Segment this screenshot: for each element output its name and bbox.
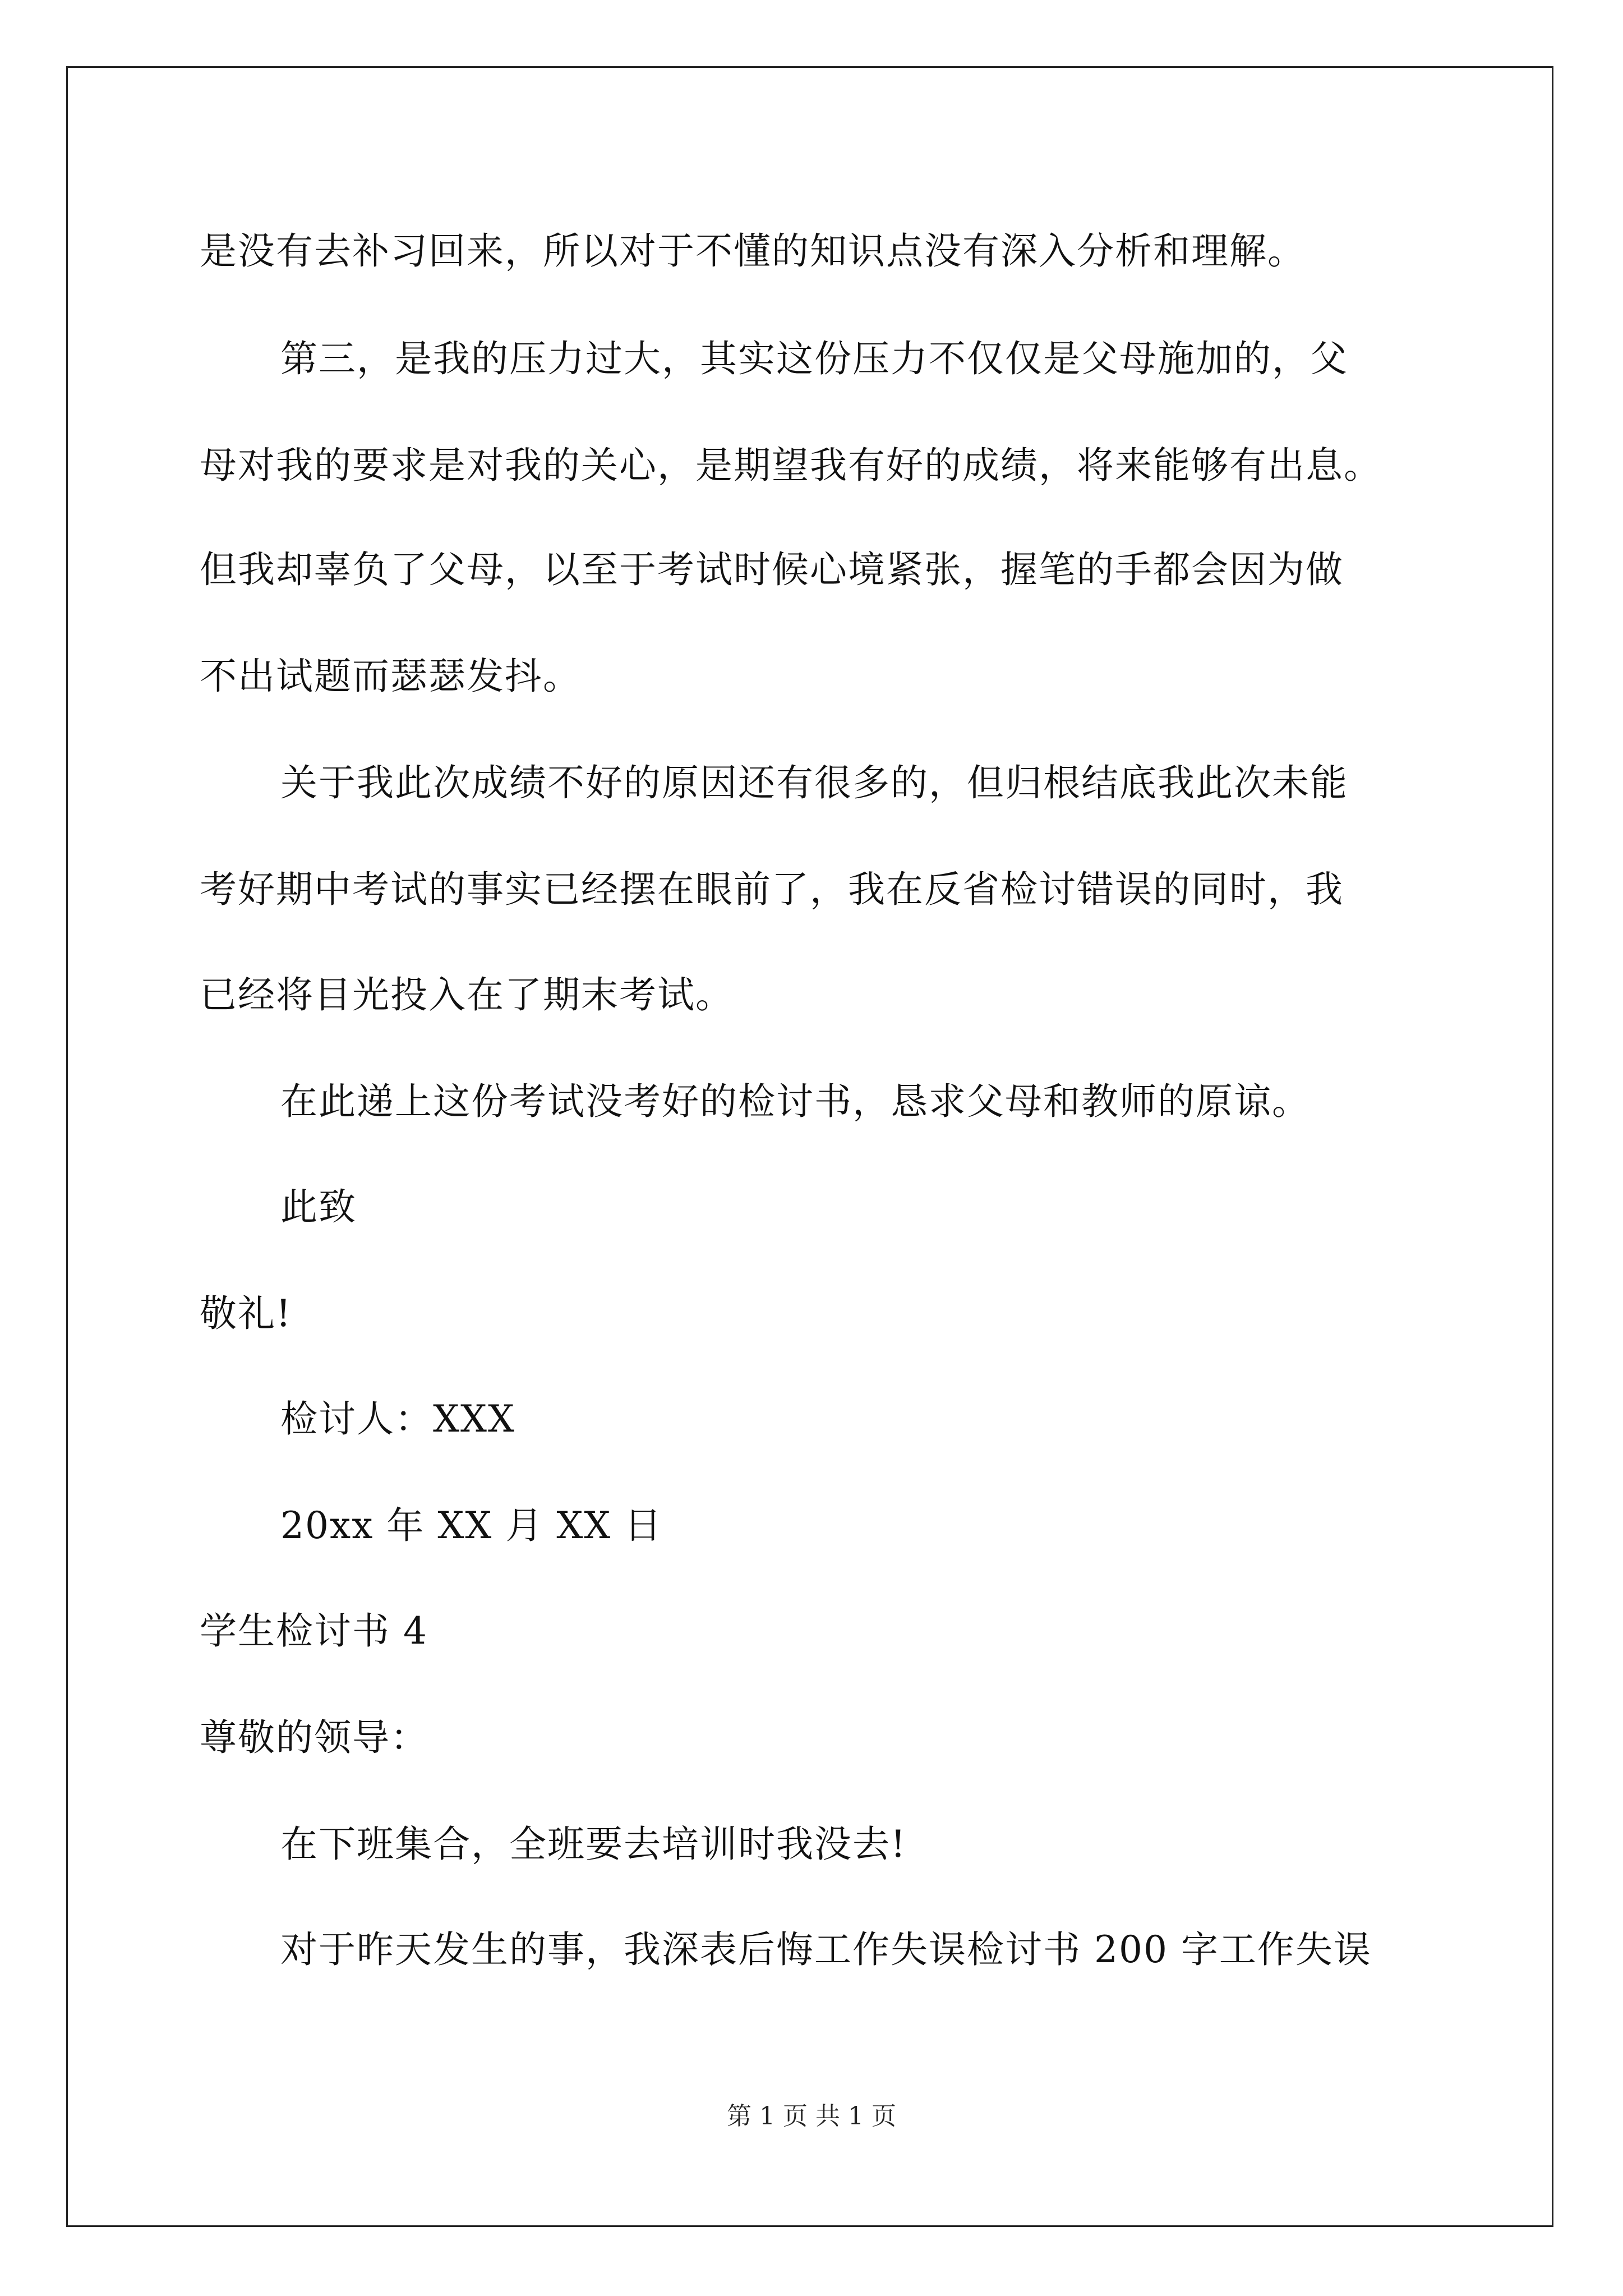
text-line: 但我却辜负了父母，以至于考试时候心境紧张，握笔的手都会因为做 [200, 548, 1344, 591]
greeting: 尊敬的领导： [200, 1716, 428, 1759]
text-line: 已经将目光投入在了期末考试。 [200, 973, 734, 1016]
page-footer: 第 1 页 共 1 页 [727, 2102, 896, 2131]
closing-phrase: 此致 [280, 1185, 357, 1228]
text-line: 考好期中考试的事实已经摆在眼前了，我在反省检讨错误的同时，我 [200, 868, 1344, 911]
text-line: 对于昨天发生的事，我深表后悔工作失误检讨书 200 字工作失误 [280, 1928, 1372, 1971]
salutation: 敬礼! [200, 1292, 292, 1335]
signature-line: 检讨人：XXX [280, 1397, 515, 1441]
date-line: 20xx 年 XX 月 XX 日 [280, 1504, 663, 1547]
text-line: 在此递上这份考试没考好的检讨书，恳求父母和教师的原谅。 [280, 1080, 1310, 1123]
text-line: 不出试题而瑟瑟发抖。 [200, 655, 581, 698]
section-title: 学生检讨书 4 [200, 1609, 428, 1653]
page-border [66, 66, 1553, 2227]
text-line: 第三，是我的压力过大，其实这份压力不仅仅是父母施加的，父 [280, 337, 1348, 380]
text-line: 母对我的要求是对我的关心，是期望我有好的成绩，将来能够有出息。 [200, 444, 1382, 487]
text-line: 是没有去补习回来，所以对于不懂的知识点没有深入分析和理解。 [200, 229, 1306, 273]
text-line: 在下班集合，全班要去培训时我没去! [280, 1823, 907, 1866]
text-line: 关于我此次成绩不好的原因还有很多的，但归根结底我此次未能 [280, 761, 1348, 804]
